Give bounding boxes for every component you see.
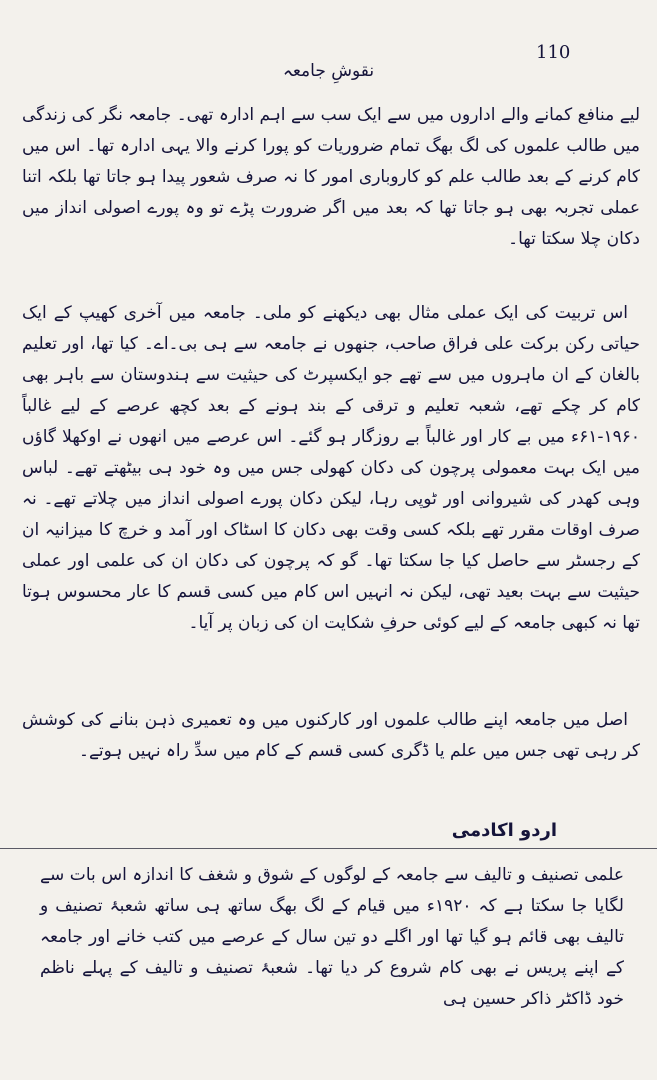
paragraph-3: اصل میں جامعہ اپنے طالب علموں اور کارکنوں میں وہ تعمیری ذہن بنانے کی کوشش کر رہی تھی جس میں علم یا ڈگری کسی قسم کے کام میں سدِّ راہ نہیں ہوتے۔ — [22, 710, 640, 761]
paragraph-1: لیے منافع کمانے والے اداروں میں سے ایک سب سے اہم ادارہ تھی۔ جامعہ نگر کی زندگی میں طالب علموں کی لگ بھگ تمام ضروریات کو پورا کرنے والا یہی ادارہ تھا۔ اس میں کام کرنے کے بعد طالب علم کو کاروباری امور کا نہ صرف شعور پیدا ہو جاتا تھا بلکہ اتنا عملی تجربہ بھی ہو جاتا تھا کہ بعد میں اگر ضرورت پڑے تو وہ پورے اصولی انداز میں دکان چلا سکتا تھا۔ — [22, 105, 640, 249]
running-title: نقوشِ جامعہ — [282, 61, 375, 81]
paragraph-2: اس تربیت کی ایک عملی مثال بھی دیکھنے کو ملی۔ جامعہ میں آخری کھیپ کے ایک حیاتی رکن برکت علی فراق صاحب، جنھوں نے جامعہ سے ہی بی۔اے۔ کیا تھا، اور تعلیم بالغان کے ان ماہروں میں سے تھے جو ایکسپرٹ کی حیثیت سے ہندوستان سے باہر بھی کام کر چکے تھے، شعبہ تعلیم و ترقی کے بند ہونے کے بعد کچھ عرصے کے لیے غالباً ۱۹۶۰-۶۱ء میں بے کار اور غالباً بے روزگار ہو گئے۔ اس عرصے میں انھوں نے اوکھلا گاؤں میں ایک بہت معمولی پرچون کی دکان کھولی جس میں وہ خود ہی بیٹھتے تھے۔ لباس وہی کھدر کی شیروانی اور ٹوپی رہا، لیکن دکان پورے اصولی انداز میں چلاتے تھے۔ نہ صرف اوقات مقرر تھے بلکہ کسی وقت بھی دکان کا اسٹاک اور آمد و خرچ کا میزانیہ ان کے رجسٹر سے حاصل کیا جا سکتا تھا۔ گو کہ پرچون کی دکان ان کی علمی اور عملی حیثیت سے بہت بعید تھی، لیکن نہ انہیں اس کام میں کسی قسم کا عار محسوس ہوتا تھا نہ کبھی جامعہ کے لیے کوئی حرفِ شکایت ان کی زبان پر آیا۔ — [22, 303, 640, 633]
section-divider — [0, 848, 657, 849]
section-heading: اردو اکادمی — [451, 820, 557, 841]
section-paragraph: علمی تصنیف و تالیف سے جامعہ کے لوگوں کے شوق و شغف کا اندازہ اس بات سے لگایا جا سکتا ہے کہ ۱۹۲۰ء میں قیام کے لگ بھگ ساتھ ہی ساتھ شعبۂ تصنیف و تالیف بھی قائم ہو گیا تھا اور اگلے دو تین سال کے عرصے میں کتب خانے اور جامعہ کے اپنے پریس نے بھی کام شروع کر دیا تھا۔ شعبۂ تصنیف و تالیف کے پہلے ناظم خود ڈاکٹر ذاکر حسین ہی — [40, 865, 624, 1009]
page-number: 110 — [536, 42, 571, 63]
